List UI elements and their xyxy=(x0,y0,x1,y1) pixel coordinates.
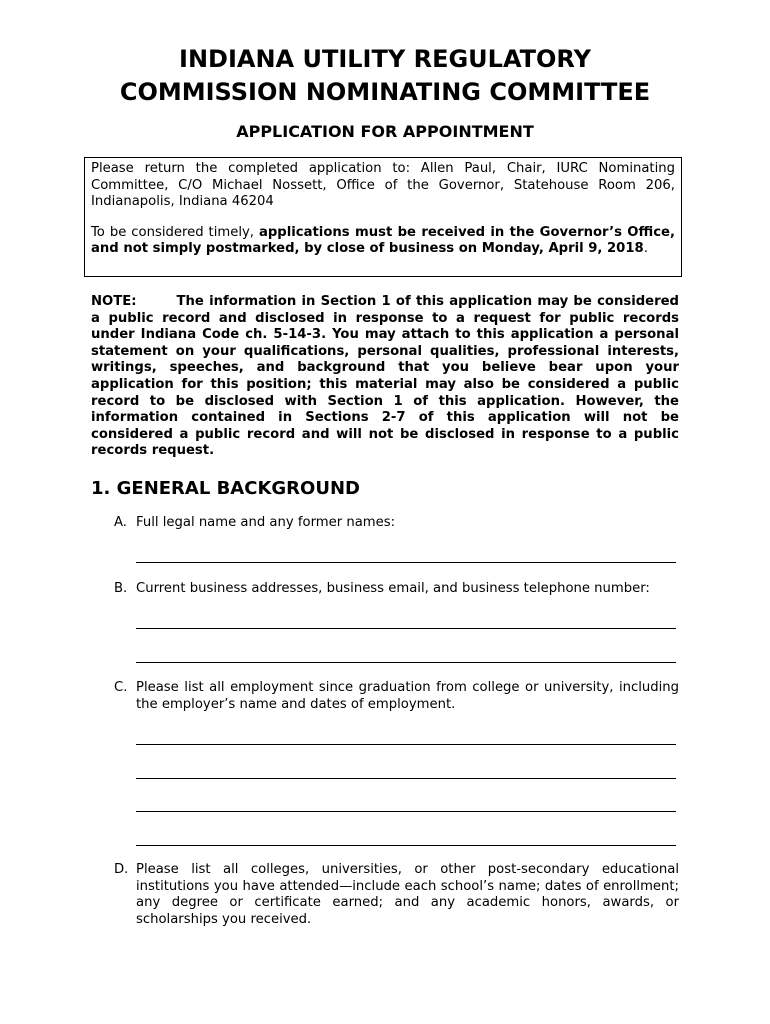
question-b xyxy=(114,581,679,598)
question-c-label: C. xyxy=(114,680,128,695)
deadline-text xyxy=(91,225,675,258)
question-c-text: Please list all employment since graduation from college or university, including the employer’s name and dates of employment. xyxy=(136,680,679,712)
answer-line-c-1[interactable] xyxy=(136,744,676,745)
answer-line-b-2[interactable] xyxy=(136,662,676,663)
deadline-suffix: . xyxy=(643,241,648,257)
answer-line-b-1[interactable] xyxy=(136,628,676,629)
answer-line-c-3[interactable] xyxy=(136,811,676,812)
question-a-label: A. xyxy=(114,515,127,530)
question-d xyxy=(114,862,679,928)
deadline-bold: applications must be received in the Governor’s Office, and not simply postmarked, by close of business on Monday, April 9, 2018 xyxy=(91,224,675,257)
answer-line-c-2[interactable] xyxy=(136,778,676,779)
question-c xyxy=(114,680,679,713)
answer-line-a-1[interactable] xyxy=(136,562,676,563)
return-address-text: Please return the completed application to: Allen Paul, Chair, IURC Nominating Committee, C/O Michael Nossett, Office of the Governor, Statehouse Room 206, Indianapolis, Indiana 46204 xyxy=(91,161,675,210)
deadline-prefix: To be considered timely, xyxy=(91,224,259,240)
note-label: NOTE: xyxy=(91,294,137,309)
question-b-text: Current business addresses, business email, and business telephone number: xyxy=(136,581,650,596)
document-title-line-1: INDIANA UTILITY REGULATORY xyxy=(179,45,591,73)
note-text: The information in Section 1 of this application may be considered a public record and disclosed in response to a request for public records under Indiana Code ch. 5-14-3. You may attach to this application a personal statement on your qualifications, personal qualities, professional interests, writings, speeches, and background that you believe bear upon your application for this position; this material may also be considered a public record to be disclosed with Section 1 of this application. However, the information contained in Sections 2-7 of this application will not be considered a public record and will not be disclosed in response to a public records request. xyxy=(91,294,679,459)
question-a xyxy=(114,515,679,532)
question-d-text: Please list all colleges, universities, or other post-secondary educational institutions you have attended—include each school’s name; dates of enrollment; any degree or certificate earned; and any academic honors, awards, or scholarships you received. xyxy=(136,862,679,927)
section-1-heading: 1. GENERAL BACKGROUND xyxy=(91,478,360,499)
question-d-label: D. xyxy=(114,862,129,877)
notice-box xyxy=(84,157,682,277)
question-a-text: Full legal name and any former names: xyxy=(136,515,396,530)
answer-line-c-4[interactable] xyxy=(136,845,676,846)
document-title-line-2: COMMISSION NOMINATING COMMITTEE xyxy=(119,78,651,106)
document-subtitle: APPLICATION FOR APPOINTMENT xyxy=(236,122,534,141)
question-b-label: B. xyxy=(114,581,128,596)
public-record-note xyxy=(91,294,679,460)
